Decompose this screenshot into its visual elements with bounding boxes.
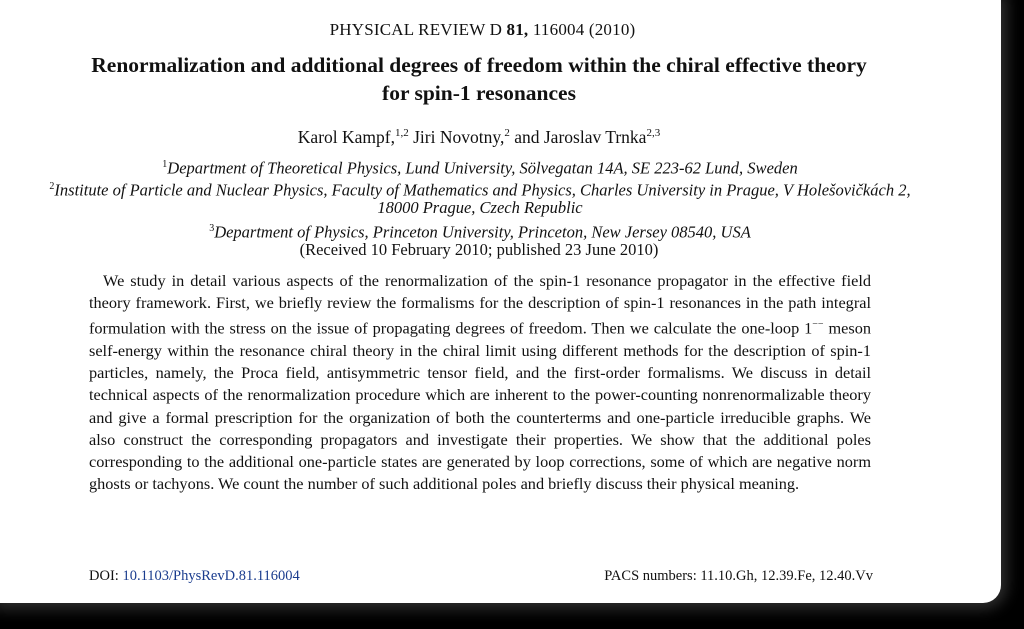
abstract (89, 270, 871, 495)
affiliation-marker: 3 (209, 223, 215, 234)
doi-label: DOI: (89, 568, 123, 584)
article-number-year: 116004 (2010) (532, 20, 636, 39)
title-line-1: Renormalization and additional degrees of freedom within the chiral effective theory (91, 53, 867, 77)
journal-name: PHYSICAL REVIEW D (329, 20, 503, 39)
doi-link[interactable]: 10.1103/PhysRevD.81.116004 (122, 568, 300, 584)
affiliation-marker: 1 (162, 159, 168, 170)
affiliation-2-continued (0, 197, 1000, 218)
affiliation-text: 18000 Prague, Czech Republic (377, 198, 583, 217)
author-affiliation-marker: 2 (504, 127, 510, 140)
affiliation-text: Institute of Particle and Nuclear Physics, Faculty of Mathematics and Physics, Charles University in Prague, V Holešovičkách 2, (54, 180, 911, 200)
affiliation-1 (0, 154, 1000, 179)
author-name: Karol Kampf, (297, 127, 395, 147)
abstract-text: We study in detail various aspects of the renormalization of the spin-1 resonance propagator in the effective field theory framework. First, we briefly review the formalisms for the description of spin-1 resonances in the path integral formulation with the stress on the issue of propagating degrees of freedom. Then we calculate the one-loop 1 (89, 271, 871, 338)
abstract-text-continued: meson self-energy within the resonance chiral theory in the chiral limit using different methods for the description of spin-1 particles, namely, the Proca field, antisymmetric tensor field, and the first-order formalisms. We discuss in detail technical aspects of the renormalization procedure which are inherent to the power-counting nonrenormalizable theory and give a formal prescription for the organization of both the counterterms and one-particle irreducible graphs. We also construct the corresponding propagators and investigate their properties. We show that the additional poles corresponding to the additional one-particle states are generated by loop corrections, some of which are negative norm ghosts or tachyons. We count the number of such additional poles and briefly discuss their physical meaning. (89, 318, 872, 494)
pacs-numbers: PACS numbers: 11.10.Gh, 12.39.Fe, 12.40.Vv (604, 568, 873, 584)
author-name: Jiri Novotny, (408, 127, 505, 147)
author-list (0, 127, 958, 148)
affiliation-text: Department of Theoretical Physics, Lund University, Sölvegatan 14A, SE 223-62 Lund, Sweden (167, 158, 798, 178)
paper-title (0, 51, 958, 107)
author-affiliation-marker: 1,2 (395, 127, 409, 140)
abstract-superscript: −− (812, 319, 824, 331)
journal-header (0, 20, 965, 40)
journal-volume: 81, (506, 20, 529, 39)
affiliation-marker: 2 (49, 181, 55, 192)
author-affiliation-marker: 2,3 (646, 127, 661, 140)
doi-line (89, 568, 300, 585)
author-name: and Jaroslav Trnka (509, 127, 647, 147)
affiliation-text: Department of Physics, Princeton University, Princeton, New Jersey 08540, USA (214, 222, 751, 242)
affiliation-3 (0, 218, 1000, 243)
title-line-2: for spin-1 resonances (382, 81, 576, 105)
received-published-dates: (Received 10 February 2010; published 23 June 2010) (299, 240, 659, 259)
